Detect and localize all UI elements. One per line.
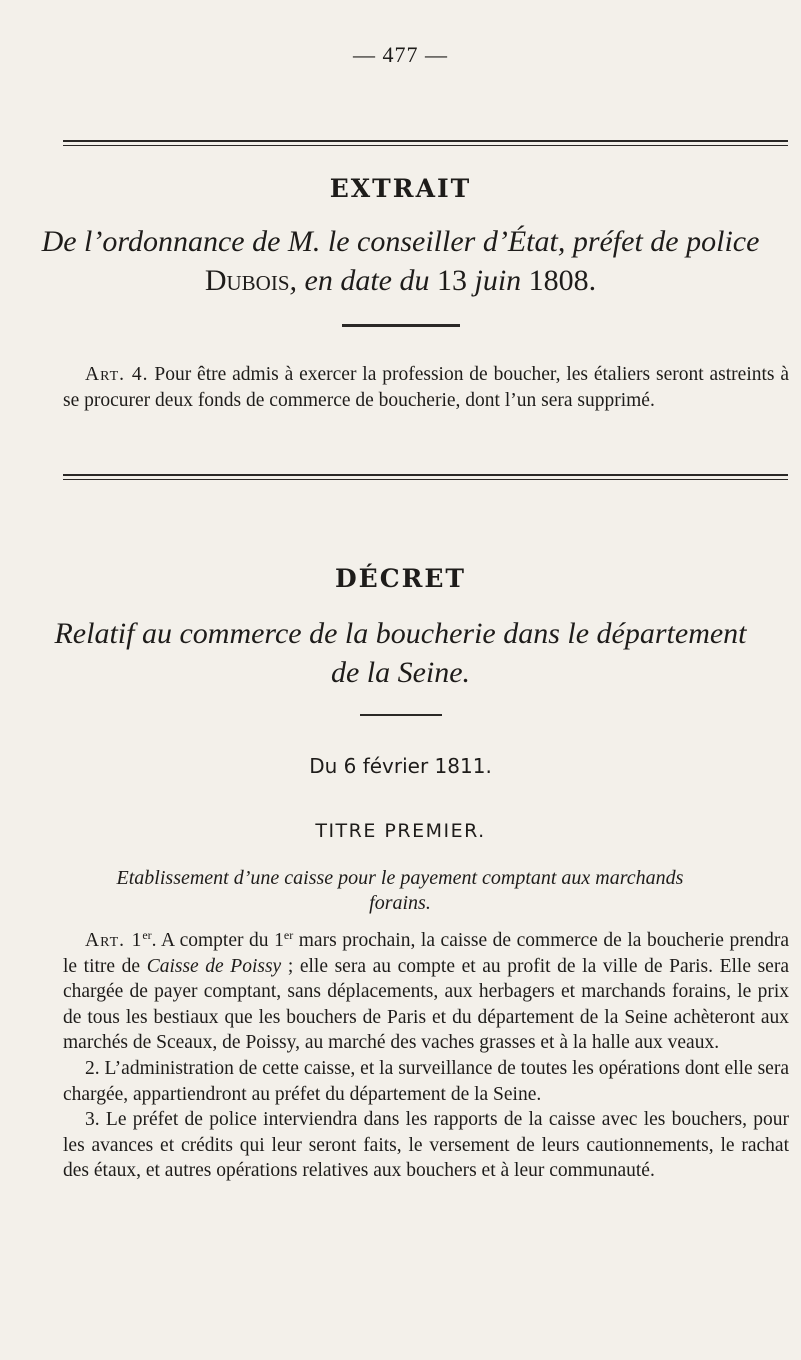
extrait-heading: EXTRAIT: [329, 174, 472, 203]
extrait-title-part2: , en date du: [289, 264, 437, 297]
art1-text-a: . A compter du 1: [151, 930, 284, 951]
decret-title-line2: de la Seine.: [330, 656, 471, 689]
extrait-title-line2: [0, 261, 801, 300]
article-1: [63, 928, 789, 1056]
extrait-title-part3: juin: [466, 264, 529, 297]
extrait-title-year: 1808.: [528, 264, 597, 297]
decret-heading: DÉCRET: [334, 564, 467, 593]
article-3: 3. Le préfet de police interviendra dans les rapports de la caisse avec les bouchers, pour les avances et crédits qui leur seront faits, le versement de leurs cautionnements, le rachat des étaux, et autres opérations relatives aux bouchers et à leur communauté.: [63, 1109, 789, 1182]
art4-paragraph: [63, 362, 789, 413]
short-rule-1: [342, 324, 460, 327]
titre-heading: TITRE PREMIER.: [315, 820, 486, 842]
art1-sup: er: [142, 928, 152, 942]
decret-title-line1: Relatif au commerce de la boucherie dans le département: [54, 617, 747, 650]
extrait-title-day: 13: [436, 264, 467, 297]
extrait-title-name: Dubois: [204, 264, 290, 297]
art4-label: Art. 4.: [85, 364, 149, 385]
double-rule-middle: [63, 474, 788, 480]
short-rule-2: [360, 714, 442, 716]
art1-italic: Caisse de Poissy: [146, 955, 282, 977]
decret-title: [0, 614, 801, 692]
double-rule-top: [63, 140, 788, 146]
page-number: — 477 —: [353, 42, 448, 67]
extrait-title-line1: De l’ordonnance de M. le conseiller d’État, préfet de police: [41, 225, 760, 258]
articles-block: [63, 928, 789, 1184]
extrait-title: [0, 222, 801, 300]
art1-text-c: ; elle sera au compte et au profit de la ville de Paris. Elle sera chargée de payer comptant, sans déplacements, aux herbagers et marchands forains, le prix de tous les bestiaux que les bouchers de Paris et du département de la Seine achèteront aux marchés de Sceaux, de Poissy, au marché des vaches grasses et à la halle aux veaux.: [63, 955, 789, 1054]
titre-subtitle: [100, 866, 700, 916]
art1-text-b: mars prochain, la caisse de commerce de la boucherie prendra le titre de: [63, 930, 789, 977]
titre-subtitle-line1: Etablissement d’une caisse pour le payement comptant aux marchands: [116, 867, 684, 889]
art1-label: Art. 1: [85, 930, 143, 951]
art1-sup2: er: [283, 928, 294, 942]
titre-subtitle-line2: forains.: [369, 892, 431, 914]
decret-date: Du 6 février 1811.: [309, 754, 492, 778]
art4-text: Pour être admis à exercer la profession de boucher, les étaliers seront astreints à se procurer deux fonds de commerce de boucherie, dont l’un sera supprimé.: [63, 364, 789, 411]
article-2: 2. L’administration de cette caisse, et la surveillance de toutes les opérations dont elle sera chargée, appartiendront au préfet du département de la Seine.: [63, 1057, 789, 1105]
